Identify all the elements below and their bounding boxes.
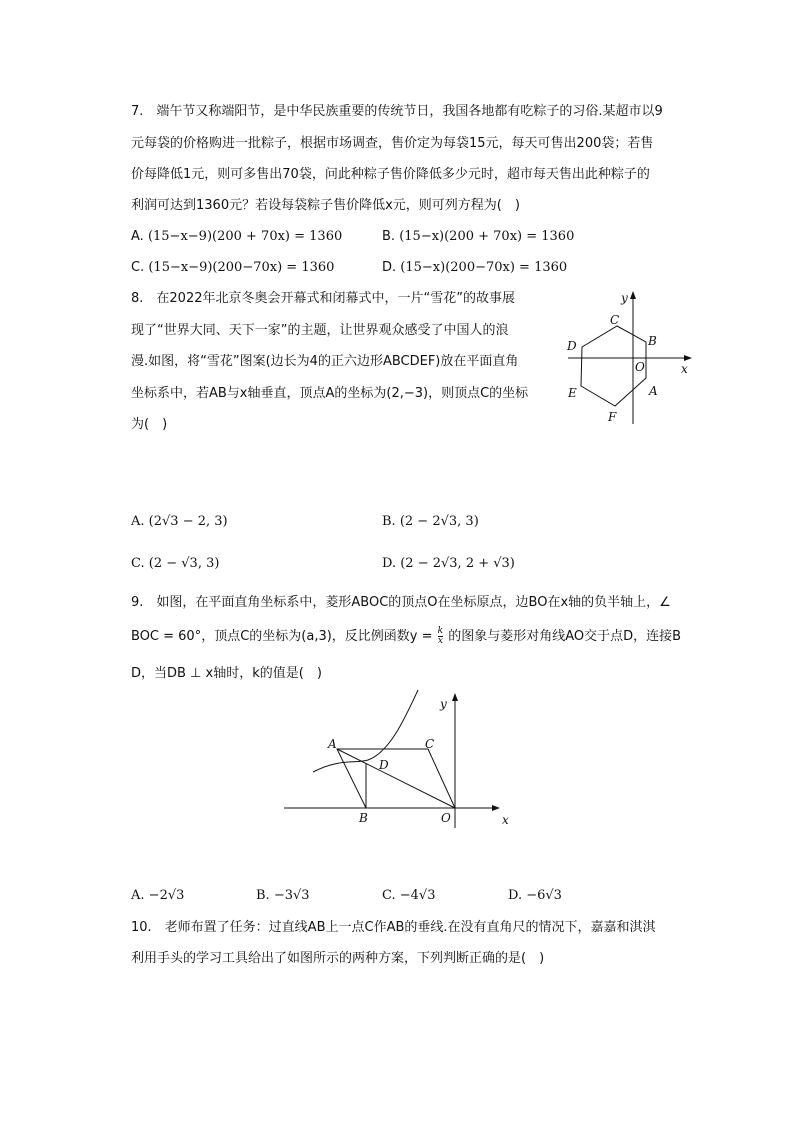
q8-label-b: B	[648, 334, 657, 348]
q7-line-2: 元每袋的价格购进一批粽子，根据市场调查，售价定为每袋15元，每天可售出200袋；若售	[131, 136, 654, 151]
q9-rhombus-figure	[280, 688, 520, 833]
q9-option-a[interactable]: A. −2√3	[131, 888, 185, 903]
q7-line-4: 利润可达到1360元？若设每袋粽子售价降低x元，则可列方程为( )	[131, 198, 520, 213]
q7-option-a[interactable]: A. (15−x−9)(200 + 70x) = 1360	[131, 229, 343, 244]
q9-label-b: B	[359, 811, 368, 825]
q8-label-f: F	[608, 410, 617, 424]
q9-label-x: x	[502, 813, 509, 827]
q9-option-b[interactable]: B. −3√3	[256, 888, 310, 903]
q8-label-x: x	[681, 362, 688, 376]
q9-option-d[interactable]: D. −6√3	[508, 888, 562, 903]
q7-line-3: 价每降低1元，则可多售出70袋，问此种粽子售价降低多少元时，超市每天售出此种粽子的	[131, 167, 650, 182]
q8-line-4: 坐标系中，若AB与x轴垂直，顶点A的坐标为(2,−3)，则顶点C的坐标	[131, 386, 529, 401]
q8-option-a[interactable]: A. (2√3 − 2, 3)	[131, 514, 228, 529]
q8-hexagon-figure	[560, 288, 700, 428]
q9-label-y: y	[440, 697, 447, 711]
q8-label-a: A	[649, 384, 658, 398]
q10-line-2: 利用手头的学习工具给出了如图所示的两种方案，下列判断正确的是( )	[131, 951, 545, 966]
q8-label-d: D	[567, 339, 577, 353]
q8-line-5: 为( )	[131, 417, 168, 432]
q8-option-c[interactable]: C. (2 − √3, 3)	[131, 556, 220, 571]
q7-line-1: 7. 端午节又称端阳节，是中华民族重要的传统节日，我国各地都有吃粽子的习俗.某超市以9	[131, 104, 663, 119]
q9-fraction: $\frac{k}{x}$	[437, 626, 444, 646]
q9-line-3: D，当DB ⊥ x轴时，k的值是( )	[131, 666, 322, 681]
q8-label-o: O	[635, 360, 645, 374]
q10-line-1: 10. 老师布置了任务：过直线AB上一点C作AB的垂线.在没有直角尺的情况下，嘉嘉和淇淇	[131, 920, 656, 935]
q7-option-b[interactable]: B. (15−x)(200 + 70x) = 1360	[382, 229, 575, 244]
q8-line-1: 8. 在2022年北京冬奥会开幕式和闭幕式中，一片“雪花”的故事展	[131, 291, 515, 306]
q9-label-d: D	[379, 758, 389, 772]
q9-line-2: BOC = 60°，顶点C的坐标为(a,3)，反比例函数y = $\frac{k}{x}$ 的图象与菱形对角线AO交于点D，连接B	[131, 626, 682, 646]
q8-label-c: C	[610, 313, 620, 327]
q9-label-o: O	[441, 811, 451, 825]
q8-option-b[interactable]: B. (2 − 2√3, 3)	[382, 514, 479, 529]
q8-line-3: 漫.如图，将“雪花”图案(边长为4的正六边形ABCDEF)放在平面直角	[131, 354, 519, 369]
q8-option-d[interactable]: D. (2 − 2√3, 2 + √3)	[382, 556, 515, 571]
q9-line-1: 9. 如图，在平面直角坐标系中，菱形ABOC的顶点O在坐标原点，边BO在x轴的负半轴上，∠	[131, 595, 671, 610]
q8-label-y: y	[621, 291, 628, 305]
q7-option-d[interactable]: D. (15−x)(200−70x) = 1360	[382, 260, 568, 275]
q9-label-a: A	[328, 737, 337, 751]
q7-option-c[interactable]: C. (15−x−9)(200−70x) = 1360	[131, 260, 335, 275]
q9-option-c[interactable]: C. −4√3	[382, 888, 436, 903]
q8-line-2: 现了“世界大同、天下一家”的主题，让世界观众感受了中国人的浪	[131, 323, 509, 338]
q8-label-e: E	[568, 386, 577, 400]
q9-label-c: C	[425, 737, 435, 751]
